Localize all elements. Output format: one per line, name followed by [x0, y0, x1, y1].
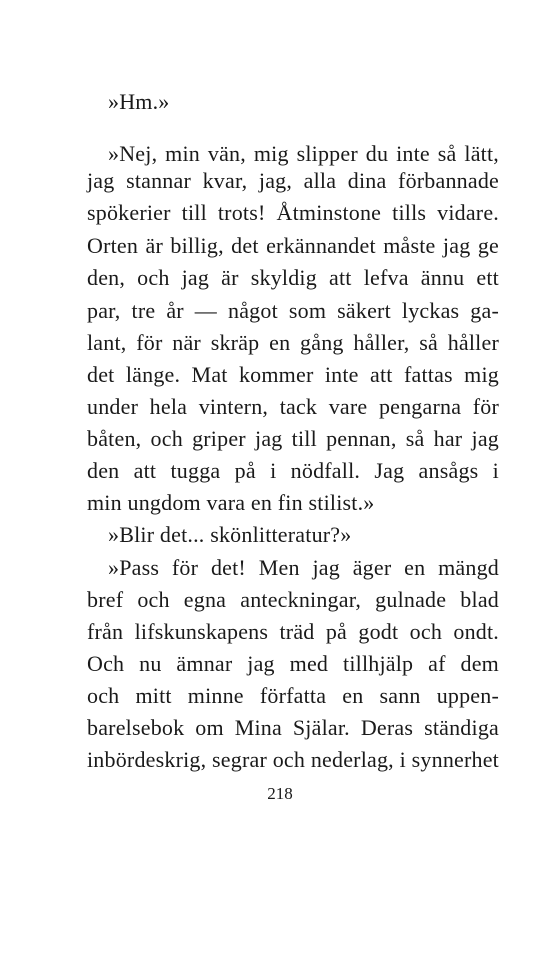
- text-line: det länge. Mat kommer inte att fattas mig: [87, 362, 499, 387]
- text-line: under hela vintern, tack vare pengarna för: [87, 394, 499, 419]
- text-line: inbördeskrig, segrar och nederlag, i synnerhet: [87, 747, 499, 772]
- text-line: Orten är billig, det erkännandet måste jag ge: [87, 233, 499, 258]
- text-line: »Nej, min vän, mig slipper du inte så lätt,: [108, 141, 499, 166]
- text-line: den att tugga på i nödfall. Jag ansågs i: [87, 458, 499, 483]
- page-number: 218: [267, 784, 293, 803]
- text-line: från lifskunskapens träd på godt och ondt.: [87, 619, 499, 644]
- text-line: och mitt minne författa en sann uppen-: [87, 683, 499, 708]
- text-line: spökerier till trots! Åtminstone tills vidare.: [87, 200, 499, 225]
- text-line: Och nu ämnar jag med tillhjälp af dem: [87, 651, 499, 676]
- text-line: »Hm.»: [108, 89, 170, 114]
- text-line: »Pass för det! Men jag äger en mängd: [108, 555, 499, 580]
- text-line: min ungdom vara en fin stilist.»: [87, 490, 375, 515]
- text-line: båten, och griper jag till pennan, så har jag: [87, 426, 499, 451]
- text-line: par, tre år — något som säkert lyckas ga-: [87, 298, 499, 323]
- text-line: barelsebok om Mina Själar. Deras ständiga: [87, 715, 499, 740]
- text-line: lant, för när skräp en gång håller, så håller: [87, 330, 499, 355]
- text-line: bref och egna anteckningar, gulnade blad: [87, 587, 499, 612]
- text-line: jag stannar kvar, jag, alla dina förbannade: [87, 168, 499, 193]
- text-line: »Blir det... skönlitteratur?»: [108, 522, 352, 547]
- text-line: den, och jag är skyldig att lefva ännu ett: [87, 265, 499, 290]
